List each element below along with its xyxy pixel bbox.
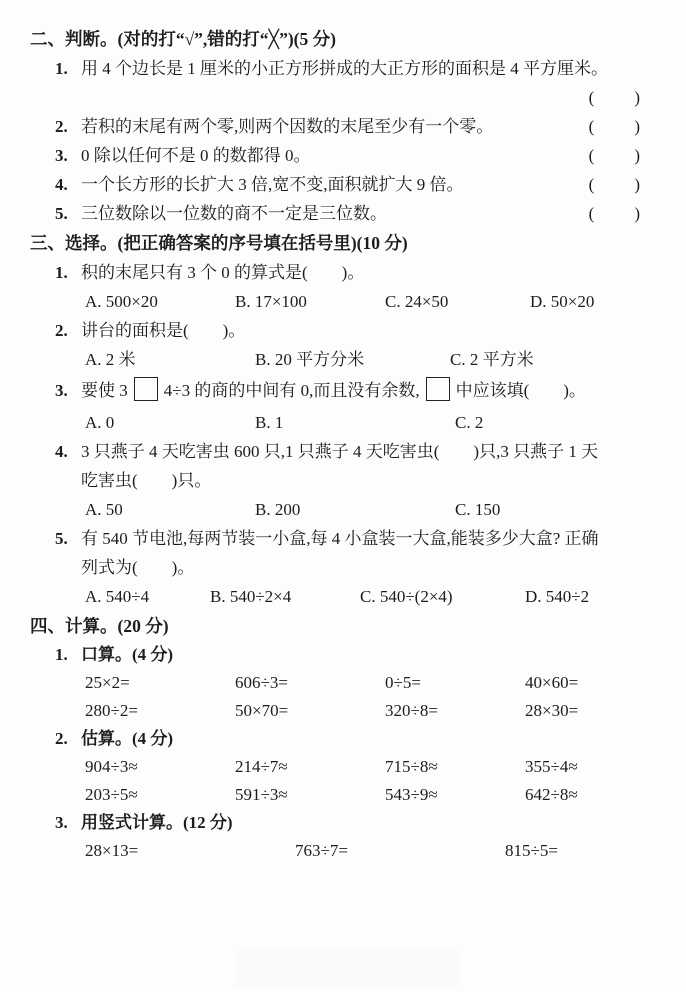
- blank-box-1: [134, 377, 158, 401]
- calc-oral-label: 口算。(4 分): [81, 645, 174, 664]
- choice-q3-options: [30, 408, 660, 437]
- judge-item-4-number: 4.: [55, 175, 68, 194]
- vertical-expression: 815÷5=: [505, 841, 558, 860]
- calc-estimate-row-2: [30, 781, 660, 809]
- oral-expression: 606÷3=: [235, 673, 288, 692]
- calc-oral-row-2: [30, 697, 660, 725]
- choice-q1-option-b: B. 17×100: [235, 292, 307, 311]
- calc-oral-row-1: [30, 669, 660, 697]
- choice-q4-text-line1: 3 只燕子 4 天吃害虫 600 只,1 只燕子 4 天吃害虫( )只,3 只燕子 1 天: [81, 442, 599, 461]
- estimate-expression: 543÷9≈: [385, 785, 438, 804]
- judge-item-5-answer-bracket: ( ): [588, 204, 642, 223]
- choice-section-title: 三、选择。: [30, 233, 118, 253]
- calc-oral-number: 1.: [55, 645, 68, 664]
- choice-q2-option-a: A. 2 米: [85, 350, 136, 369]
- choice-q1: [30, 258, 660, 287]
- choice-q1-text: 积的末尾只有 3 个 0 的算式是( )。: [81, 263, 365, 282]
- estimate-expression: 203÷5≈: [85, 785, 138, 804]
- judge-item-3-answer-bracket: ( ): [588, 146, 642, 165]
- choice-section-subtitle: (把正确答案的序号填在括号里)(10 分): [117, 233, 408, 253]
- judge-item-4-answer-bracket: ( ): [588, 175, 642, 194]
- calc-vertical-number: 3.: [55, 813, 68, 832]
- choice-q3-text-part1: 要使 3: [81, 381, 128, 400]
- judge-item-2-number: 2.: [55, 117, 68, 136]
- choice-q2-text: 讲台的面积是( )。: [81, 321, 246, 340]
- judge-section-subtitle: (对的打“√”,错的打“╳”)(5 分): [117, 29, 336, 49]
- calc-oral-header: [30, 641, 660, 669]
- judge-item-5: [30, 199, 660, 228]
- choice-q4-options: [30, 495, 660, 524]
- estimate-expression: 642÷8≈: [525, 785, 578, 804]
- judge-section-title: 二、判断。: [30, 29, 118, 49]
- calc-estimate-label: 估算。(4 分): [81, 729, 174, 748]
- oral-expression: 320÷8=: [385, 701, 438, 720]
- scan-artifact: [235, 950, 460, 988]
- judge-item-1: [30, 54, 660, 83]
- calc-vertical-header: [30, 809, 660, 837]
- choice-q2: [30, 316, 660, 345]
- judge-item-1-answer-bracket: ( ): [588, 88, 642, 107]
- oral-expression: 28×30=: [525, 701, 579, 720]
- judge-item-4-text: 一个长方形的长扩大 3 倍,宽不变,面积就扩大 9 倍。: [81, 175, 464, 194]
- judge-section-header: [30, 24, 660, 54]
- choice-q3-number: 3.: [55, 381, 68, 400]
- calc-estimate-number: 2.: [55, 729, 68, 748]
- choice-q2-number: 2.: [55, 321, 68, 340]
- choice-q2-options: [30, 345, 660, 374]
- choice-q3-text-part2: 4÷3 的商的中间有 0,而且没有余数,: [163, 381, 420, 400]
- oral-expression: 50×70=: [235, 701, 289, 720]
- section-choice: [30, 228, 660, 611]
- calc-estimate-header: [30, 725, 660, 753]
- judge-item-3-text: 0 除以任何不是 0 的数都得 0。: [81, 146, 311, 165]
- estimate-expression: 904÷3≈: [85, 757, 138, 776]
- calc-vertical-row-1: [30, 837, 660, 865]
- choice-q1-number: 1.: [55, 263, 68, 282]
- section-judge: [30, 24, 660, 228]
- choice-q4-number: 4.: [55, 442, 68, 461]
- choice-q5-text-line1: 有 540 节电池,每两节装一小盒,每 4 小盒装一大盒,能装多少大盒? 正确: [81, 529, 599, 548]
- judge-item-5-text: 三位数除以一位数的商不一定是三位数。: [81, 204, 387, 223]
- choice-q5-option-d: D. 540÷2: [525, 587, 590, 606]
- choice-q5-option-a: A. 540÷4: [85, 587, 150, 606]
- choice-q3-option-b: B. 1: [255, 413, 284, 432]
- estimate-expression: 715÷8≈: [385, 757, 438, 776]
- choice-q2-option-b: B. 20 平方分米: [255, 350, 365, 369]
- choice-q1-option-a: A. 500×20: [85, 292, 158, 311]
- judge-item-3-number: 3.: [55, 146, 68, 165]
- choice-q2-option-c: C. 2 平方米: [450, 350, 534, 369]
- judge-item-1-number: 1.: [55, 59, 68, 78]
- choice-section-header: [30, 228, 660, 258]
- judge-item-2-answer-bracket: ( ): [588, 117, 642, 136]
- section-calc: [30, 611, 660, 865]
- calc-section-title: 四、计算。: [30, 616, 118, 636]
- judge-item-3: [30, 141, 660, 170]
- choice-q5-option-b: B. 540÷2×4: [210, 587, 292, 606]
- choice-q5-text-line2: 列式为( )。: [81, 558, 195, 577]
- blank-box-2: [426, 377, 450, 401]
- choice-q4-option-a: A. 50: [85, 500, 123, 519]
- choice-q3-option-c: C. 2: [455, 413, 484, 432]
- oral-expression: 40×60=: [525, 673, 579, 692]
- vertical-expression: 28×13=: [85, 841, 139, 860]
- oral-expression: 0÷5=: [385, 673, 421, 692]
- choice-q4: [30, 437, 660, 466]
- calc-section-subtitle: (20 分): [117, 616, 169, 636]
- estimate-expression: 214÷7≈: [235, 757, 288, 776]
- judge-item-2-text: 若积的末尾有两个零,则两个因数的末尾至少有一个零。: [81, 117, 494, 136]
- oral-expression: 25×2=: [85, 673, 130, 692]
- choice-q3-option-a: A. 0: [85, 413, 115, 432]
- estimate-expression: 591÷3≈: [235, 785, 288, 804]
- estimate-expression: 355÷4≈: [525, 757, 578, 776]
- calc-vertical-label: 用竖式计算。(12 分): [81, 813, 233, 832]
- choice-q3-text: [81, 374, 586, 408]
- judge-item-4: [30, 170, 660, 199]
- choice-q4-text-line2: 吃害虫( )只。: [81, 471, 212, 490]
- choice-q5-number: 5.: [55, 529, 68, 548]
- choice-q5-option-c: C. 540÷(2×4): [360, 587, 453, 606]
- choice-q5-options: [30, 582, 660, 611]
- choice-q1-option-c: C. 24×50: [385, 292, 449, 311]
- choice-q3-text-part3: 中应该填( )。: [455, 381, 586, 400]
- choice-q3: [30, 374, 660, 408]
- judge-item-5-number: 5.: [55, 204, 68, 223]
- choice-q5: [30, 524, 660, 553]
- calc-section-header: [30, 611, 660, 641]
- judge-item-1-text: 用 4 个边长是 1 厘米的小正方形拼成的大正方形的面积是 4 平方厘米。: [81, 59, 608, 78]
- choice-q1-options: [30, 287, 660, 316]
- calc-estimate-row-1: [30, 753, 660, 781]
- judge-item-2: [30, 112, 660, 141]
- vertical-expression: 763÷7=: [295, 841, 348, 860]
- choice-q4-option-c: C. 150: [455, 500, 501, 519]
- oral-expression: 280÷2=: [85, 701, 138, 720]
- choice-q1-option-d: D. 50×20: [530, 292, 595, 311]
- choice-q4-option-b: B. 200: [255, 500, 301, 519]
